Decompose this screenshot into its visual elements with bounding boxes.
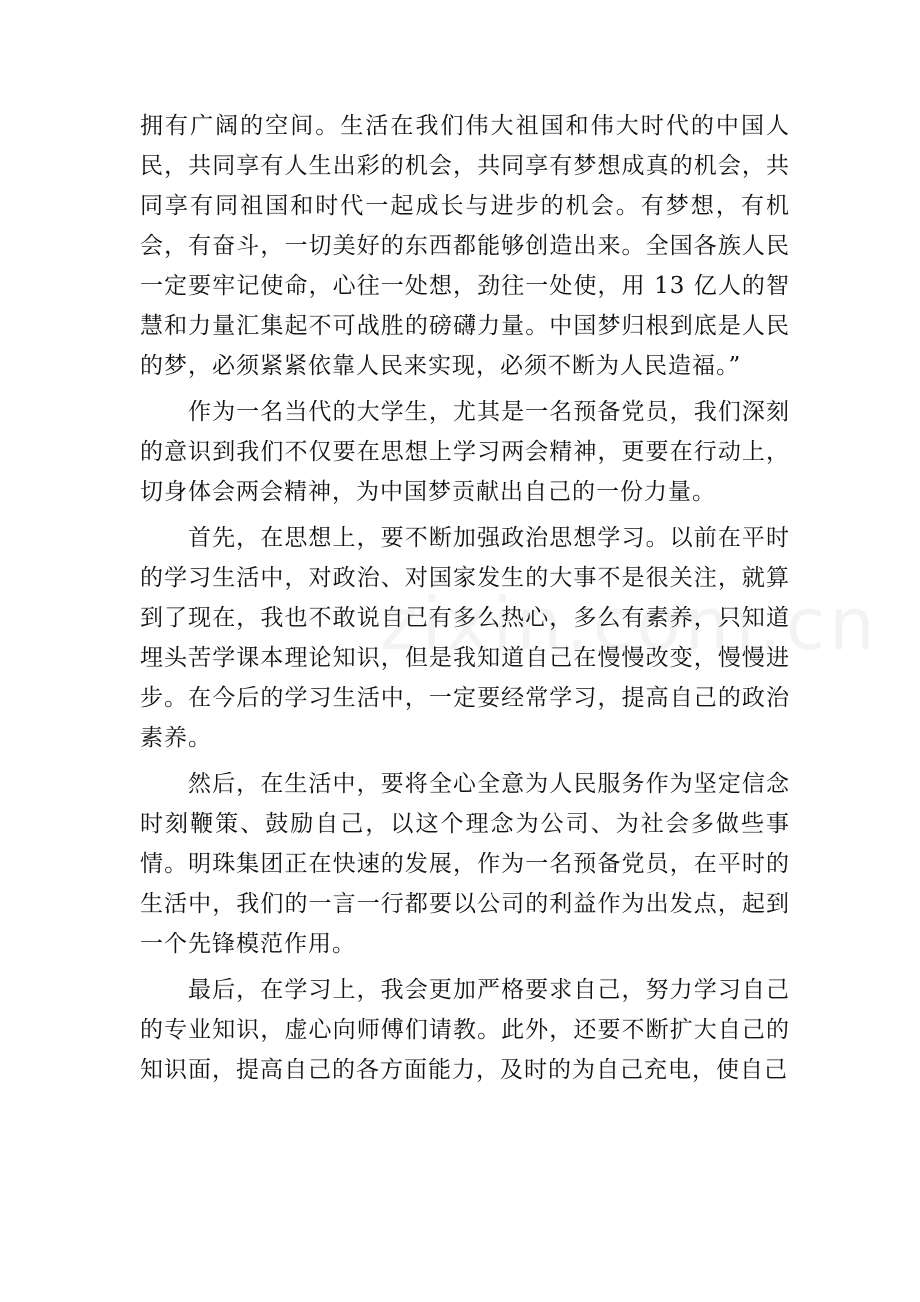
paragraph-5: 最后，在学习上，我会更加严格要求自己，努力学习自己的专业知识，虚心向师傅们请教。此外，还要不断扩大自己的知识面，提高自己的各方面能力，及时的为自己充电，使自己	[140, 977, 790, 1083]
document-body	[140, 106, 790, 1096]
paragraph-2: 作为一名当代的大学生，尤其是一名预备党员，我们深刻的意识到我们不仅要在思想上学习两会精神，更要在行动上，切身体会两会精神，为中国梦贡献出自己的一份力量。	[140, 399, 790, 505]
paragraph-1: 拥有广阔的空间。生活在我们伟大祖国和伟大时代的中国人民，共同享有人生出彩的机会，共同享有梦想成真的机会，共同享有同祖国和时代一起成长与进步的机会。有梦想，有机会，有奋斗，一切美好的东西都能够创造出来。全国各族人民一定要牢记使命，心往一处想，劲往一处使，用 13 亿人的智慧和力量汇集起不可战胜的磅礴力量。中国梦归根到底是人民的梦，必须紧紧依靠人民来实现，必须不断为人民造福。”	[140, 113, 790, 379]
paragraph-3: 首先，在思想上，要不断加强政治思想学习。以前在平时的学习生活中，对政治、对国家发生的大事不是很关注，就算到了现在，我也不敢说自己有多么热心，多么有素养，只知道埋头苦学课本理论知识，但是我知道自己在慢慢改变，慢慢进步。在今后的学习生活中，一定要经常学习，提高自己的政治素养。	[140, 525, 790, 751]
paragraph-4: 然后，在生活中，要将全心全意为人民服务作为坚定信念时刻鞭策、鼓励自己，以这个理念为公司、为社会多做些事情。明珠集团正在快速的发展，作为一名预备党员，在平时的生活中，我们的一言一行都要以公司的利益作为出发点，起到一个先锋模范作用。	[140, 771, 790, 957]
